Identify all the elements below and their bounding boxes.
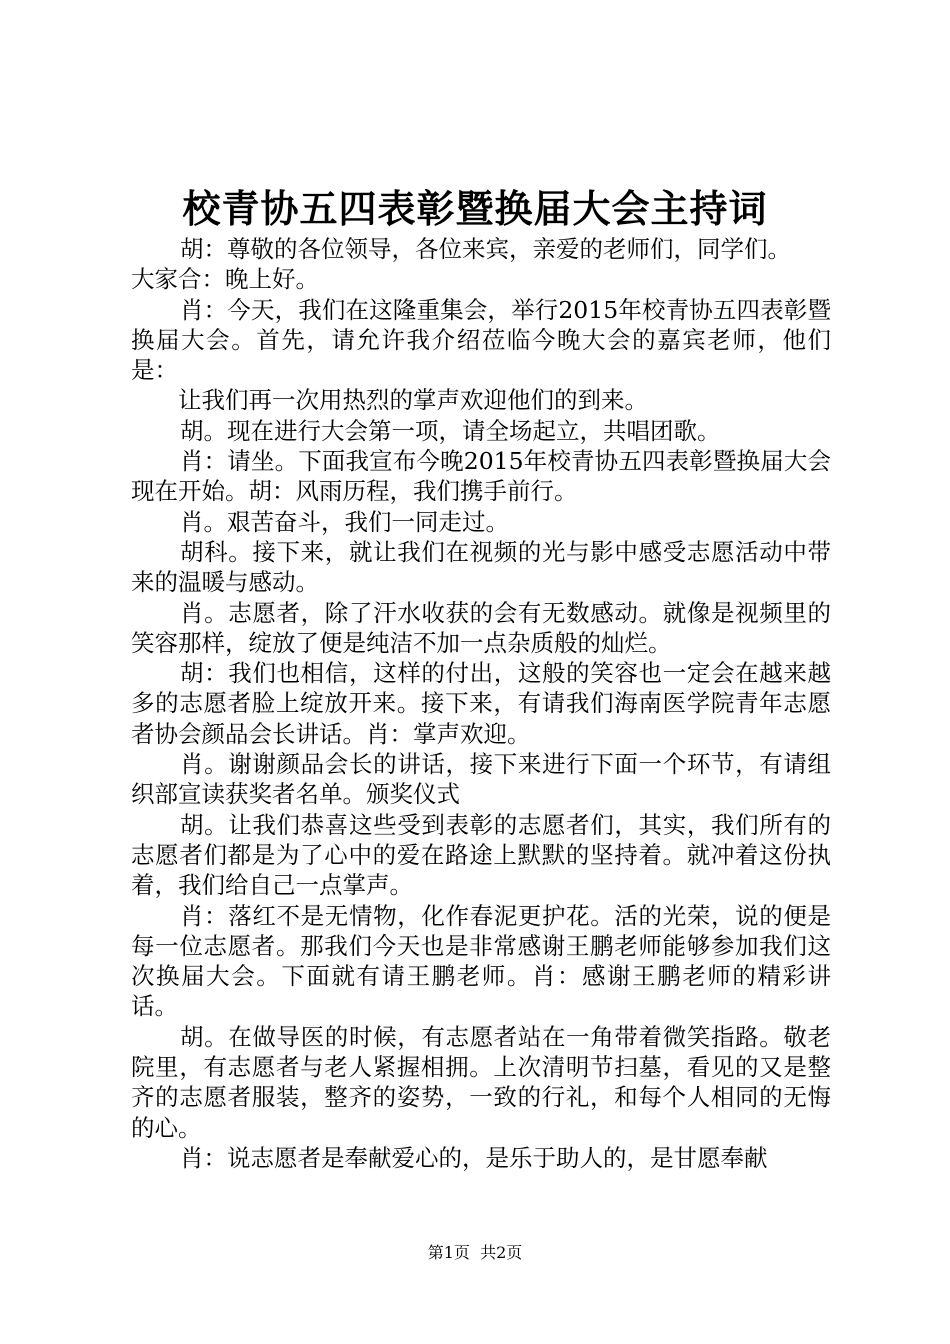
paragraph-president-speech: 胡：我们也相信，这样的付出，这般的笑容也一定会在越来越多的志愿者脸上绽放开来。接下来，有请我们海南医学院青年志愿者协会颜品会长讲话。肖：掌声欢迎。 xyxy=(131,659,831,748)
document-title: 校青协五四表彰暨换届大会主持词 xyxy=(182,186,768,231)
paragraph-video-intro: 胡科。接下来，就让我们在视频的光与影中感受志愿活动中带来的温暖与感动。 xyxy=(131,537,831,597)
paragraph-teacher-speech: 肖：落红不是无情物，化作春泥更护花。活的光荣，说的便是每一位志愿者。那我们今天也是非常感谢王鹏老师能够参加我们这次换届大会。下面就有请王鹏老师。肖：感谢王鹏老师的精彩讲话。 xyxy=(131,901,831,1021)
page-footer: 第1页 共2页 xyxy=(427,1243,523,1262)
paragraph-dedication: 肖：说志愿者是奉献爱心的，是乐于助人的，是甘愿奉献 xyxy=(180,1143,768,1172)
paragraph-welcome-guests: 让我们再一次用热烈的掌声欢迎他们的到来。 xyxy=(178,386,648,415)
paragraph-congratulations: 胡。让我们恭喜这些受到表彰的志愿者们，其实，我们所有的志愿者们都是为了心中的爱在路途上默默的坚持着。就冲着这份执着，我们给自己一点掌声。 xyxy=(131,810,831,900)
paragraph-response: 大家合：晚上好。 xyxy=(131,265,319,294)
paragraph-announce-start: 肖：请坐。下面我宣布今晚2015年校青协五四表彰暨换届大会现在开始。胡：风雨历程，我们携手前行。 xyxy=(131,447,831,506)
paragraph-greeting: 胡：尊敬的各位领导，各位来宾，亲爱的老师们，同学们。 xyxy=(180,235,791,263)
paragraph-volunteer-stories: 胡。在做导医的时候，有志愿者站在一角带着微笑指路。敬老院里，有志愿者与老人紧握相拥。上次清明节扫墓，看见的又是整齐的志愿者服装，整齐的姿势，一致的行礼，和每个人相同的无悔的心。 xyxy=(131,1022,831,1142)
paragraph-opening: 肖：今天，我们在这隆重集会，举行2015年校青协五四表彰暨换届大会。首先，请允许我介绍莅临今晚大会的嘉宾老师，他们是： xyxy=(131,295,831,385)
document-body xyxy=(131,234,831,1173)
paragraph-volunteer-smile: 肖。志愿者，除了汗水收获的会有无数感动。就像是视频里的笑容那样，绽放了便是纯洁不加一点杂质般的灿烂。 xyxy=(131,598,831,657)
paragraph-anthem: 胡。现在进行大会第一项，请全场起立，共唱团歌。 xyxy=(180,416,721,445)
paragraph-award-list: 肖。谢谢颜品会长的讲话，接下来进行下面一个环节，有请组织部宣读获奖者名单。颁奖仪式 xyxy=(131,750,831,809)
paragraph-struggle: 肖。艰苦奋斗，我们一同走过。 xyxy=(180,507,509,536)
